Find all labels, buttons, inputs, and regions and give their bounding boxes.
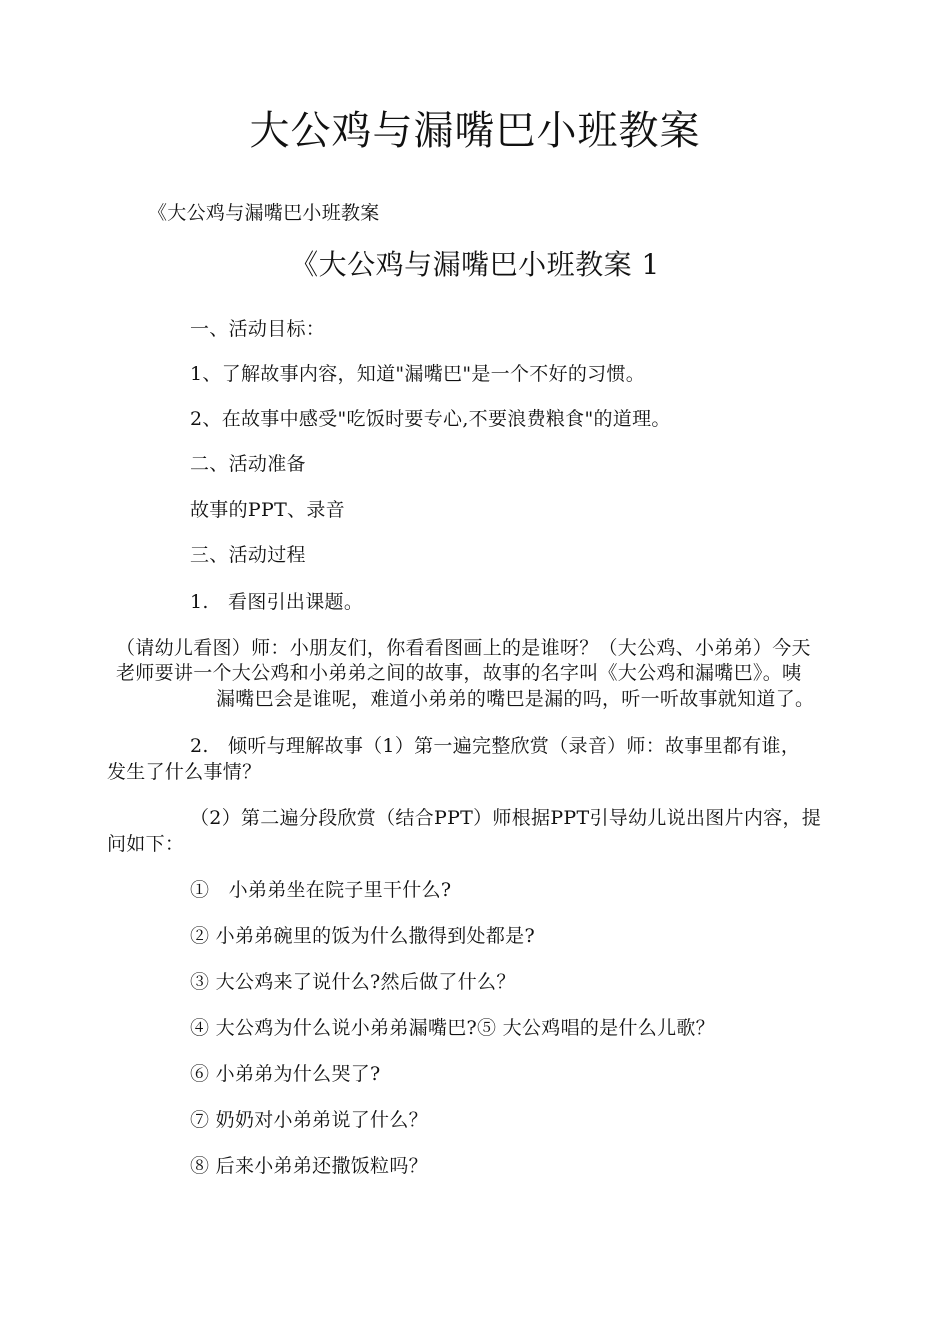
question-6: ⑥ 小弟弟为什么哭了?: [190, 1063, 381, 1085]
question-1: ① 小弟弟坐在院子里干什么?: [190, 879, 452, 901]
sub-heading: 《大公鸡与漏嘴巴小班教案 1: [290, 248, 660, 281]
goal-item-1: 1、了解故事内容，知道"漏嘴巴"是一个不好的习惯。: [190, 363, 646, 385]
question-2: ② 小弟弟碗里的饭为什么撒得到处都是?: [190, 925, 535, 947]
step-2-line-1: 2. 倾听与理解故事（1）第一遍完整欣赏（录音）师：故事里都有谁，: [190, 735, 801, 757]
section-goals-heading: 一、活动目标：: [190, 318, 326, 340]
goal-item-2: 2、在故事中感受"吃饭时要专心,不要浪费粮食"的道理。: [190, 408, 671, 430]
step-2-line-2: 发生了什么事情？: [107, 761, 262, 783]
intro-line: 《大公鸡与漏嘴巴小班教案: [148, 202, 380, 224]
question-7: ⑦ 奶奶对小弟弟说了什么？: [190, 1109, 428, 1131]
step-1: 1. 看图引出课题。: [190, 591, 364, 613]
question-4-5: ④ 大公鸡为什么说小弟弟漏嘴巴?⑤ 大公鸡唱的是什么儿歌？: [190, 1017, 715, 1039]
paragraph-1-line-1: （请幼儿看图）师：小朋友们，你看看图画上的是谁呀？（大公鸡、小弟弟）今天: [116, 637, 811, 659]
step-2b-line-2: 问如下：: [107, 833, 185, 855]
paragraph-1-line-3: 漏嘴巴会是谁呢，难道小弟弟的嘴巴是漏的吗，听一听故事就知道了。: [216, 688, 815, 710]
section-process-heading: 三、活动过程: [190, 544, 306, 566]
prep-items: 故事的PPT、录音: [190, 499, 345, 521]
paragraph-1-line-2: 老师要讲一个大公鸡和小弟弟之间的故事，故事的名字叫《大公鸡和漏嘴巴》。咦: [116, 662, 802, 684]
document-title: 大公鸡与漏嘴巴小班教案: [249, 108, 701, 154]
question-8: ⑧ 后来小弟弟还撒饭粒吗？: [190, 1155, 428, 1177]
step-2b-line-1: （2）第二遍分段欣赏（结合PPT）师根据PPT引导幼儿说出图片内容，提: [190, 807, 822, 829]
question-3: ③ 大公鸡来了说什么?然后做了什么？: [190, 971, 516, 993]
section-prep-heading: 二、活动准备: [190, 453, 306, 475]
